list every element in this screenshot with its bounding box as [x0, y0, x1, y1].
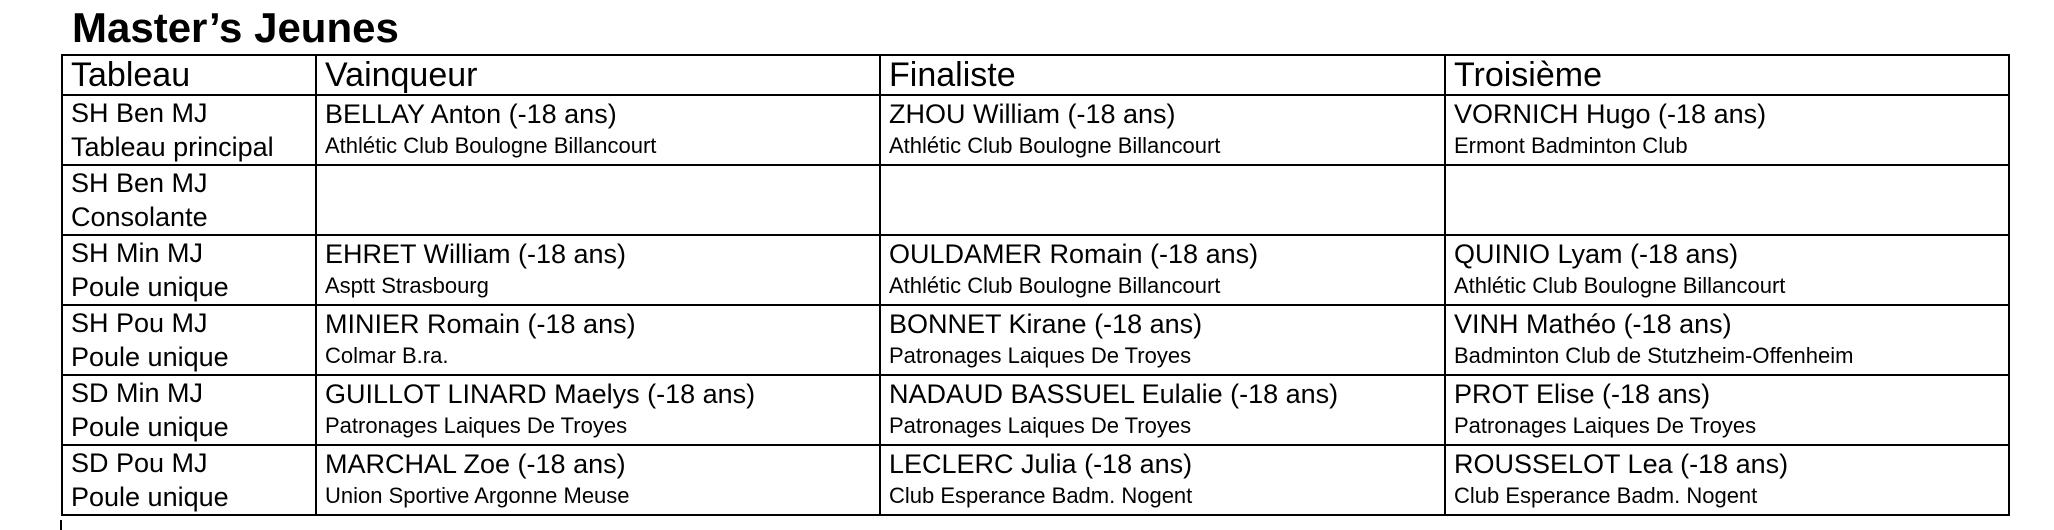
header-row [62, 55, 2009, 95]
club-name: Athlétic Club Boulogne Billancourt [889, 133, 1221, 158]
table-row [62, 445, 2009, 515]
table-row [62, 375, 2009, 445]
tableau-cell [62, 165, 316, 235]
club-name: Colmar B.ra. [325, 343, 449, 368]
finalist-cell [880, 305, 1445, 375]
finalist-cell [880, 445, 1445, 515]
player-name: VINH Mathéo (-18 ans) [1454, 309, 1732, 339]
page-title: Master’s Jeunes [72, 4, 399, 51]
tableau-cell [62, 95, 316, 165]
results-table [61, 54, 2010, 516]
club-name: Club Esperance Badm. Nogent [889, 483, 1193, 508]
player-name: MARCHAL Zoe (-18 ans) [325, 449, 626, 479]
finalist-cell [880, 165, 1445, 235]
player-name: GUILLOT LINARD Maelys (-18 ans) [325, 379, 756, 409]
player-name: BONNET Kirane (-18 ans) [889, 309, 1203, 339]
club-name: Athlétic Club Boulogne Billancourt [889, 273, 1221, 298]
player-name: LECLERC Julia (-18 ans) [889, 449, 1193, 479]
club-name: Athlétic Club Boulogne Billancourt [325, 133, 657, 158]
club-name: Union Sportive Argonne Meuse [325, 483, 630, 508]
category-label: SH Min MJ [71, 238, 204, 268]
category-label: SD Pou MJ [71, 448, 208, 478]
player-name: PROT Elise (-18 ans) [1454, 379, 1711, 409]
header-troisieme: Troisième [1445, 55, 2009, 95]
player-name: EHRET William (-18 ans) [325, 239, 627, 269]
winner-cell [316, 445, 880, 515]
header-tableau: Tableau [62, 55, 316, 95]
player-name: NADAUD BASSUEL Eulalie (-18 ans) [889, 379, 1339, 409]
player-name: BELLAY Anton (-18 ans) [325, 99, 617, 129]
third-cell [1445, 305, 2009, 375]
winner-cell [316, 95, 880, 165]
third-cell [1445, 95, 2009, 165]
draw-label: Poule unique [71, 342, 229, 372]
draw-label: Consolante [71, 202, 208, 232]
header-vainqueur: Vainqueur [316, 55, 880, 95]
finalist-cell [880, 95, 1445, 165]
third-cell [1445, 165, 2009, 235]
club-name: Club Esperance Badm. Nogent [1454, 483, 1758, 508]
player-name: MINIER Romain (-18 ans) [325, 309, 636, 339]
table-row [62, 305, 2009, 375]
club-name: Asptt Strasbourg [325, 273, 489, 298]
table-border-continuation [60, 520, 62, 530]
tableau-cell [62, 445, 316, 515]
tableau-cell [62, 235, 316, 305]
third-cell [1445, 235, 2009, 305]
club-name: Patronages Laiques De Troyes [1454, 413, 1757, 438]
draw-label: Poule unique [71, 272, 229, 302]
player-name: ROUSSELOT Lea (-18 ans) [1454, 449, 1789, 479]
finalist-cell [880, 375, 1445, 445]
table-row [62, 235, 2009, 305]
winner-cell [316, 375, 880, 445]
draw-label: Tableau principal [71, 132, 274, 162]
draw-label: Poule unique [71, 412, 229, 442]
finalist-cell [880, 235, 1445, 305]
club-name: Athlétic Club Boulogne Billancourt [1454, 273, 1786, 298]
third-cell [1445, 445, 2009, 515]
club-name: Patronages Laiques De Troyes [325, 413, 628, 438]
table-row [62, 165, 2009, 235]
tableau-cell [62, 305, 316, 375]
club-name: Ermont Badminton Club [1454, 133, 1688, 158]
tableau-cell [62, 375, 316, 445]
player-name: ZHOU William (-18 ans) [889, 99, 1176, 129]
third-cell [1445, 375, 2009, 445]
club-name: Patronages Laiques De Troyes [889, 413, 1192, 438]
category-label: SH Ben MJ [71, 168, 208, 198]
table-row [62, 95, 2009, 165]
header-finaliste: Finaliste [880, 55, 1445, 95]
player-name: QUINIO Lyam (-18 ans) [1454, 239, 1739, 269]
category-label: SH Pou MJ [71, 308, 208, 338]
category-label: SD Min MJ [71, 378, 204, 408]
winner-cell [316, 235, 880, 305]
draw-label: Poule unique [71, 482, 229, 512]
club-name: Patronages Laiques De Troyes [889, 343, 1192, 368]
winner-cell [316, 165, 880, 235]
club-name: Badminton Club de Stutzheim-Offenheim [1454, 343, 1854, 368]
player-name: OULDAMER Romain (-18 ans) [889, 239, 1259, 269]
category-label: SH Ben MJ [71, 98, 208, 128]
player-name: VORNICH Hugo (-18 ans) [1454, 99, 1767, 129]
winner-cell [316, 305, 880, 375]
